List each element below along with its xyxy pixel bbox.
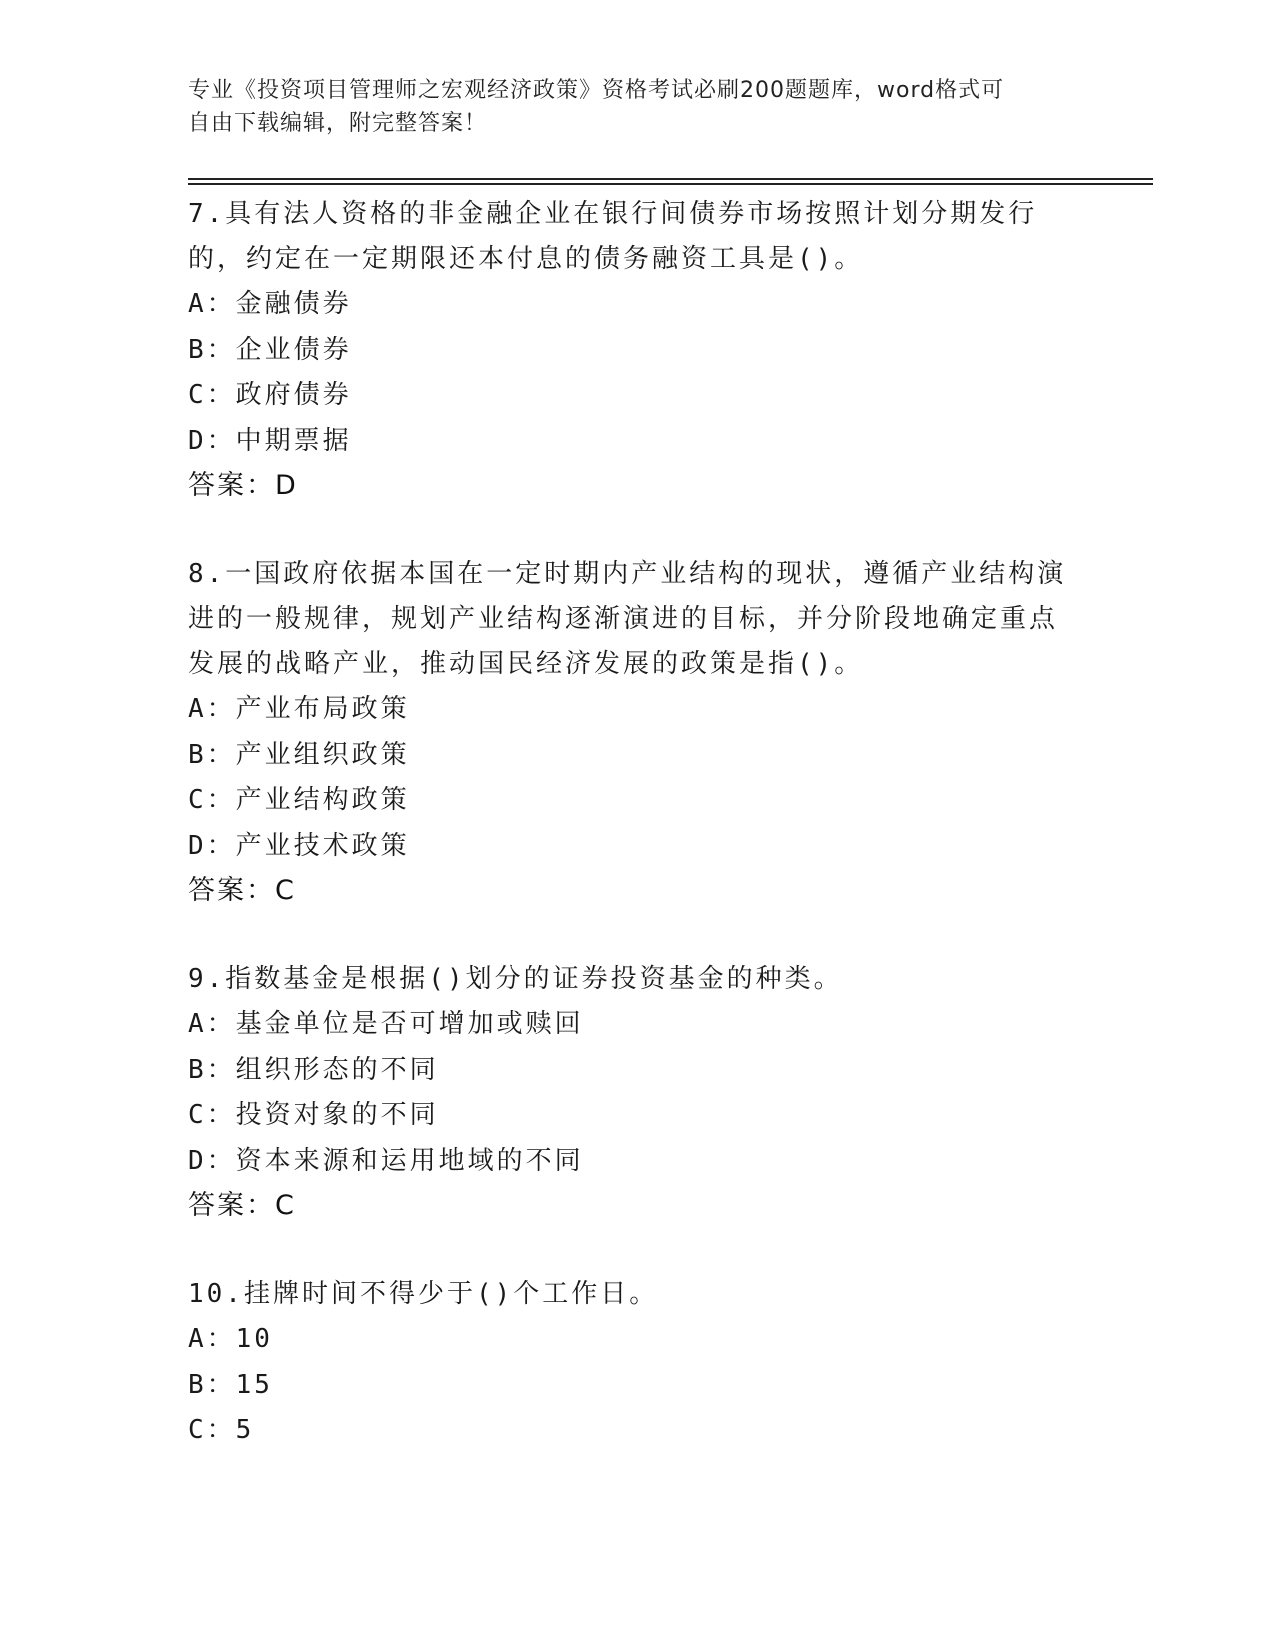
header-divider-bottom bbox=[188, 183, 1153, 185]
option-c: C：政府债券 bbox=[188, 380, 352, 410]
header-line-1: 专业《投资项目管理师之宏观经济政策》资格考试必刷200题题库，word格式可 bbox=[188, 78, 1005, 103]
header-divider-top bbox=[188, 178, 1153, 180]
option-b: B：产业组织政策 bbox=[188, 739, 410, 770]
answer-label: 答案：C bbox=[188, 1190, 296, 1221]
option-d: D：中期票据 bbox=[188, 425, 352, 456]
option-a: A：金融债券 bbox=[188, 289, 352, 319]
option-a: A：10 bbox=[188, 1324, 273, 1354]
option-d: D：资本来源和运用地域的不同 bbox=[188, 1145, 584, 1176]
question-stem: 8.一国政府依据本国在一定时期内产业结构的现状，遵循产业结构演进的一般规律，规划产业结构逐渐演进的目标，并分阶段地确定重点发展的战略产业，推动国民经济发展的政策是指()。 bbox=[188, 559, 1067, 679]
question-8 bbox=[188, 552, 1068, 913]
option-c: C：投资对象的不同 bbox=[188, 1100, 439, 1130]
question-list bbox=[188, 192, 1068, 1498]
option-c: C：5 bbox=[188, 1415, 255, 1445]
header-line-2: 自由下载编辑，附完整答案！ bbox=[188, 111, 488, 136]
question-10 bbox=[188, 1272, 1068, 1454]
document-header bbox=[188, 74, 1068, 140]
option-a: A：基金单位是否可增加或赎回 bbox=[188, 1009, 584, 1039]
option-a: A：产业布局政策 bbox=[188, 694, 410, 724]
option-b: B：组织形态的不同 bbox=[188, 1054, 439, 1085]
option-c: C：产业结构政策 bbox=[188, 785, 410, 815]
question-stem: 7.具有法人资格的非金融企业在银行间债券市场按照计划分期发行的，约定在一定期限还本付息的债务融资工具是()。 bbox=[188, 199, 1038, 274]
question-stem: 10.挂牌时间不得少于()个工作日。 bbox=[188, 1279, 659, 1309]
answer-label: 答案：C bbox=[188, 875, 296, 906]
question-7 bbox=[188, 192, 1068, 508]
option-d: D：产业技术政策 bbox=[188, 830, 410, 861]
question-9 bbox=[188, 957, 1068, 1228]
answer-label: 答案：D bbox=[188, 470, 298, 501]
option-b: B：企业债券 bbox=[188, 334, 352, 365]
option-b: B：15 bbox=[188, 1369, 273, 1400]
question-stem: 9.指数基金是根据()划分的证券投资基金的种类。 bbox=[188, 964, 843, 994]
